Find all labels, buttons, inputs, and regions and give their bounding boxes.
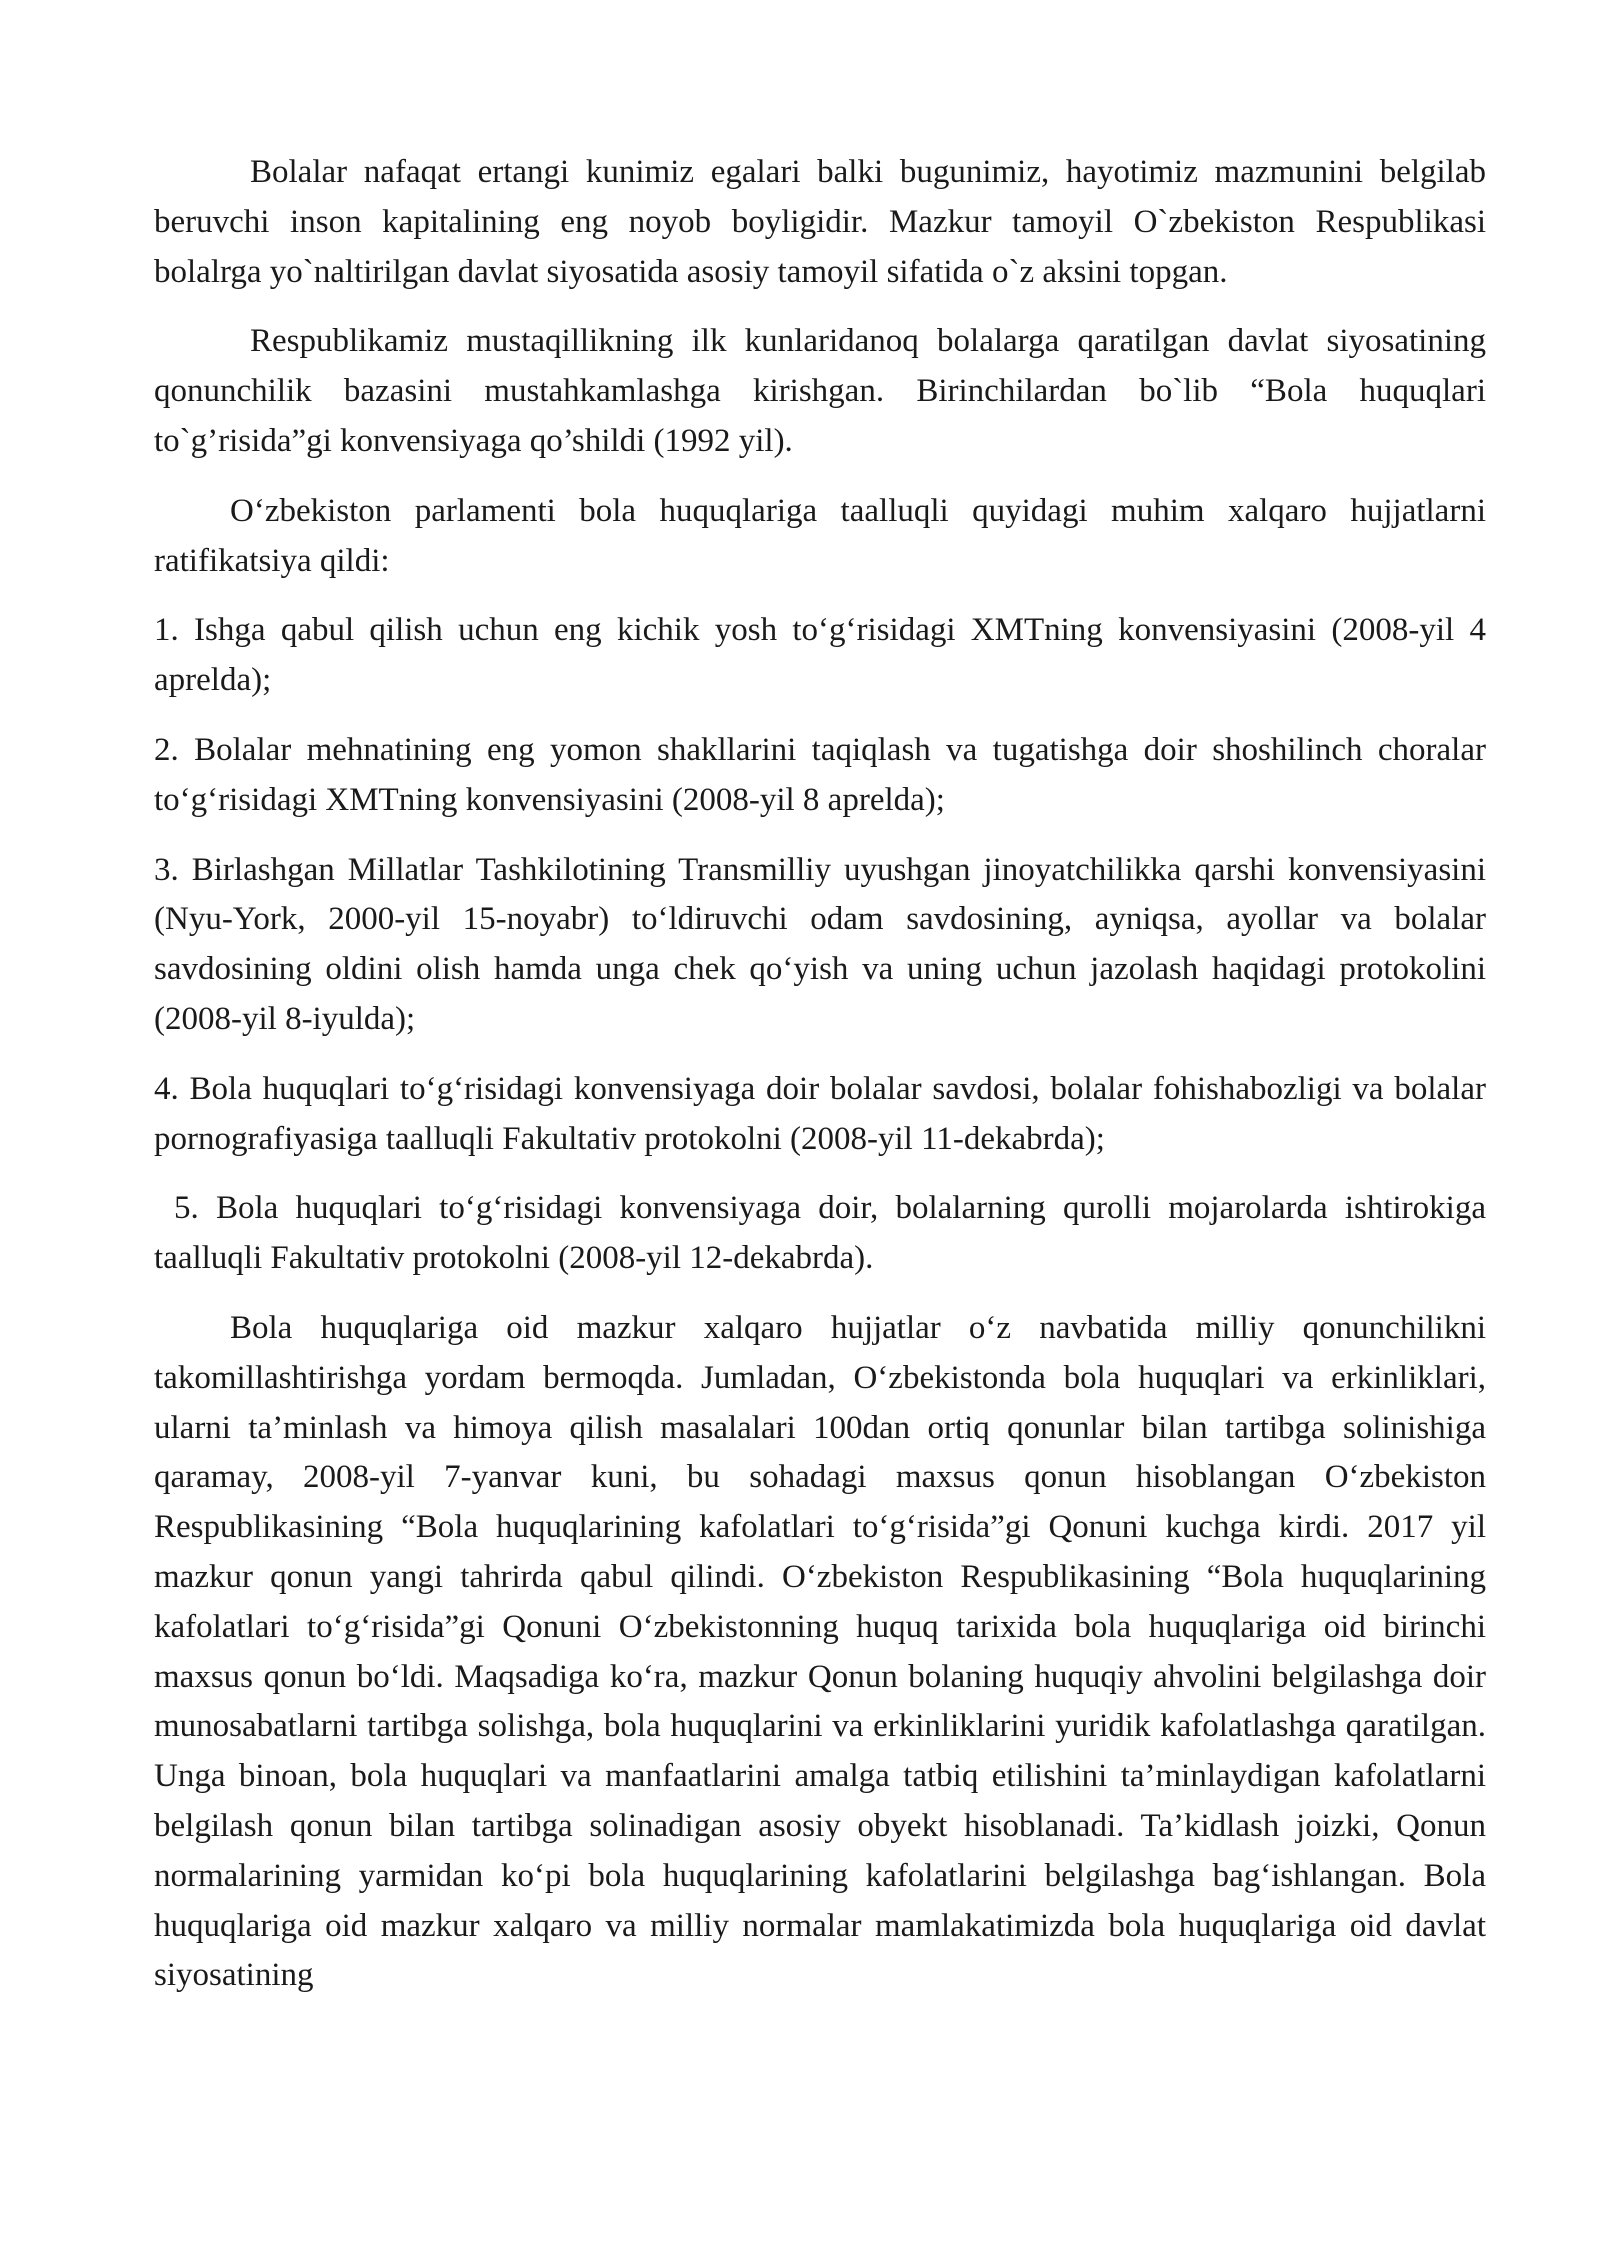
paragraph-independence: Respublikamiz mustaqillikning ilk kunlaridanoq bolalarga qaratilgan davlat siyosatining qonunchilik bazasini mustahkamlashga kirishgan. Birinchilardan bo`lib “Bola huquqlari to`g’risida”gi konvensiyaga qo’shildi (1992 yil). [154,323,1486,459]
list-item-4: 4. Bola huquqlari to‘g‘risidagi konvensiyaga doir bolalar savdosi, bolalar fohishabozligi va bolalar pornografiyasiga taalluqli Fakultativ protokolni (2008-yil 11-dekabrda); [154,1070,1486,1157]
list-item-1: 1. Ishga qabul qilish uchun eng kichik yosh to‘g‘risidagi XMTning konvensiyasini (2008-yil 4 aprelda); [154,612,1486,699]
paragraph-national-law: Bola huquqlariga oid mazkur xalqaro hujjatlar o‘z navbatida milliy qonunchilikni takomillashtirishga yordam bermoqda. Jumladan, O‘zbekistonda bola huquqlari va erkinliklari, ularni ta’minlash va himoya qilish masalalari 100dan ortiq qonunlar bilan tartibga solinishiga qaramay, 2008-yil 7-yanvar kuni, bu sohadagi maxsus qonun hisoblangan O‘zbekiston Respublikasining “Bola huquqlarining kafolatlari to‘g‘risida”gi Qonuni kuchga kirdi. 2017 yil mazkur qonun yangi tahrirda qabul qilindi. O‘zbekiston Respublikasining “Bola huquqlarining kafolatlari to‘g‘risida”gi Qonuni O‘zbekistonning huquq tarixida bola huquqlariga oid birinchi maxsus qonun bo‘ldi. Maqsadiga ko‘ra, mazkur Qonun bolaning huquqiy ahvolini belgilashga doir munosabatlarni tartibga solishga, bola huquqlarini va erkinliklarini yuridik kafolatlashga qaratilgan. Unga binoan, bola huquqlari va manfaatlarini amalga tatbiq etilishini ta’minlaydigan kafolatlarni belgilash qonun bilan tartibga solinadigan asosiy obyekt hisoblanadi. Ta’kidlash joizki, Qonun normalarining yarmidan ko‘pi bola huquqlarining kafolatlarini belgilashga bag‘ishlangan. Bola huquqlariga oid mazkur xalqaro va milliy normalar mamlakatimizda bola huquqlariga oid davlat siyosatining [154,1309,1486,1994]
list-item-3: 3. Birlashgan Millatlar Tashkilotining Transmilliy uyushgan jinoyatchilikka qarshi konvensiyasini (Nyu-York, 2000-yil 15-noyabr) to‘ldiruvchi odam savdosining, ayniqsa, ayollar va bolalar savdosining oldini olish hamda unga chek qo‘yish va uning uchun jazolash haqidagi protokolini (2008-yil 8-iyulda); [154,851,1486,1037]
paragraph-parliament: O‘zbekiston parlamenti bola huquqlariga taalluqli quyidagi muhim xalqaro hujjatlarni ratifikatsiya qildi: [154,492,1486,579]
list-item-2: 2. Bolalar mehnatining eng yomon shakllarini taqiqlash va tugatishga doir shoshilinch choralar to‘g‘risidagi XMTning konvensiyasini (2008-yil 8 aprelda); [154,731,1486,818]
list-item-5: 5. Bola huquqlari to‘g‘risidagi konvensiyaga doir, bolalarning qurolli mojarolarda ishtirokiga taalluqli Fakultativ protokolni (2008-yil 12-dekabrda). [154,1190,1486,1277]
paragraph-intro: Bolalar nafaqat ertangi kunimiz egalari balki bugunimiz, hayotimiz mazmunini belgilab beruvchi inson kapitalining eng noyob boyligidir. Mazkur tamoyil O`zbekiston Respublikasi bolalrga yo`naltirilgan davlat siyosatida asosiy tamoyil sifatida o`z aksini topgan. [154,154,1486,290]
document-body [154,148,1486,2021]
